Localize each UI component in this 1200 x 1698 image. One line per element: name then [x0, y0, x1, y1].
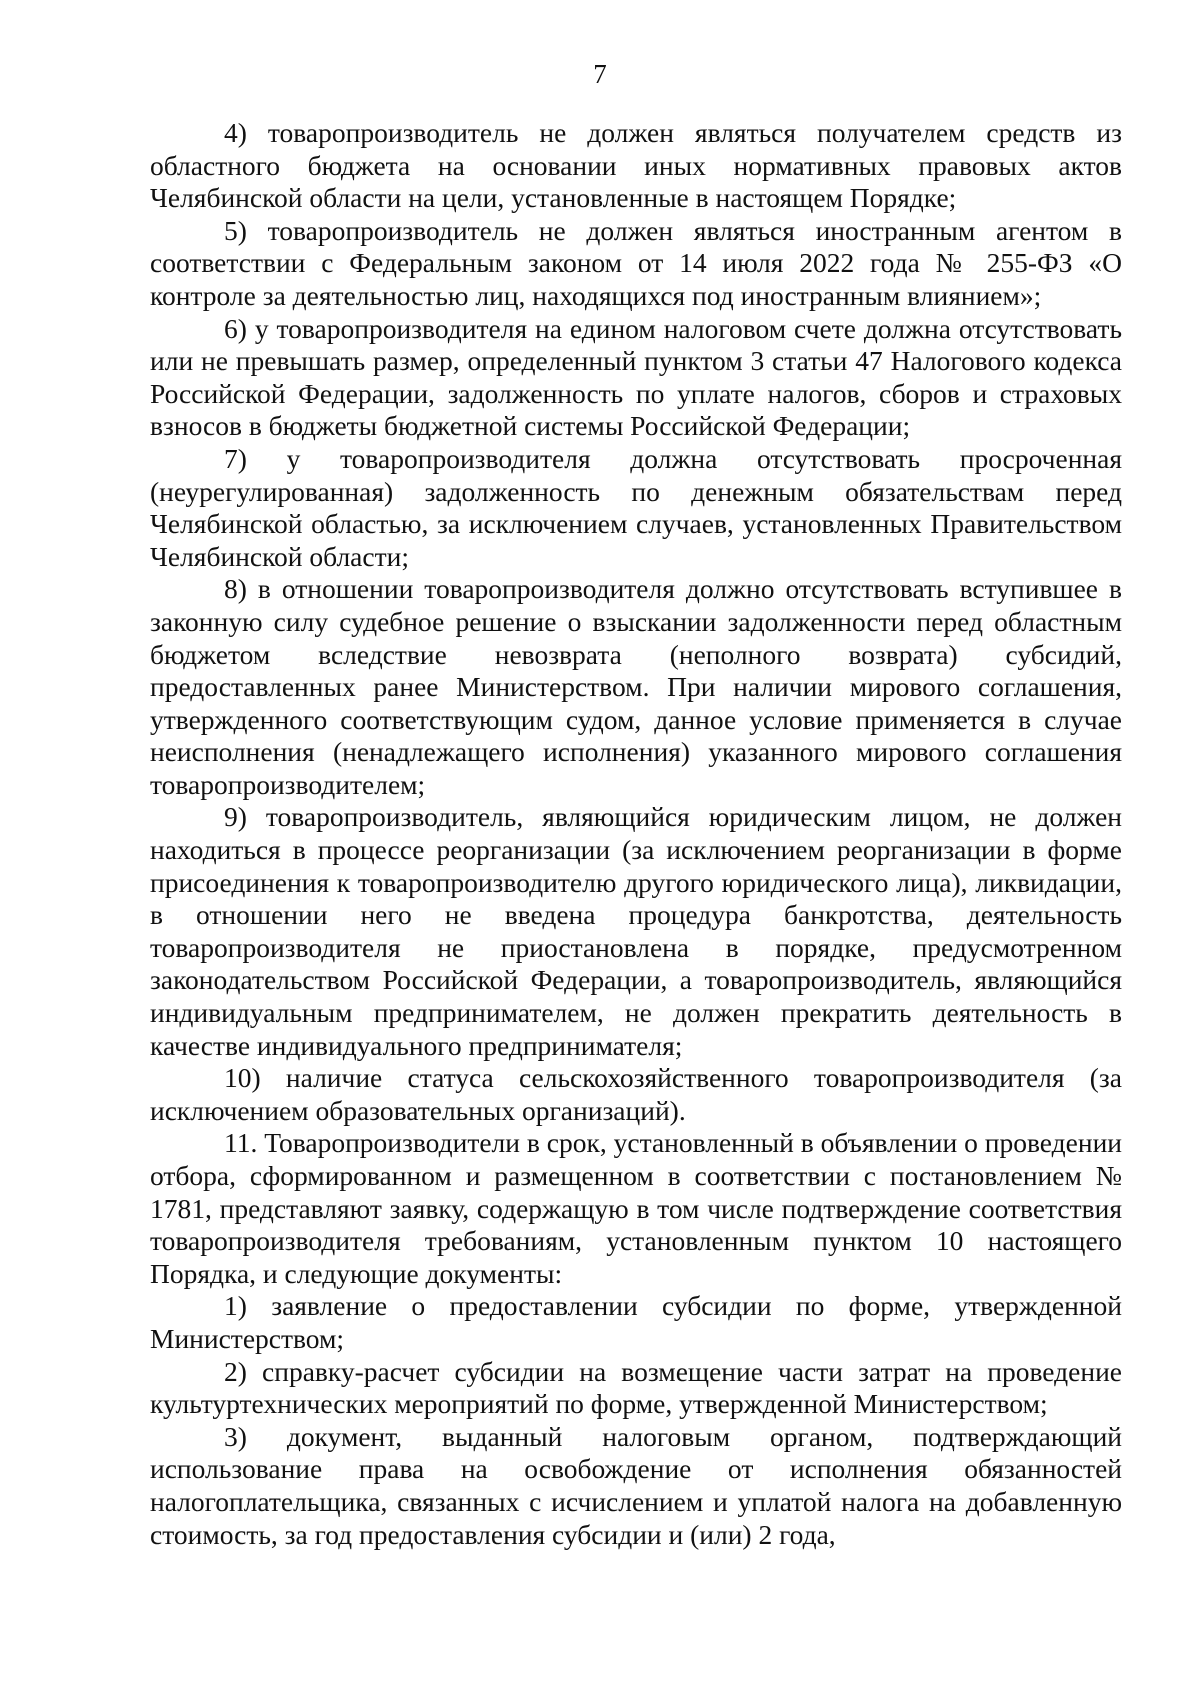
- paragraph-item-5: 5) товаропроизводитель не должен являться иностранным агентом в соответствии с Федеральным законом от 14 июля 2022 года № 255-ФЗ «О контроле за деятельностью лиц, находящихся под иностранным влиянием»;: [150, 214, 1122, 311]
- paragraph-item-10: 10) наличие статуса сельскохозяйственного товаропроизводителя (за исключением образовательных организаций).: [150, 1062, 1122, 1126]
- page-number: 7: [593, 59, 607, 89]
- paragraph-document-2: 2) справку-расчет субсидии на возмещение части затрат на проведение культуртехнических мероприятий по форме, утвержденной Министерством;: [150, 1355, 1122, 1420]
- paragraph-item-7: 7) у товаропроизводителя должна отсутствовать просроченная (неурегулированная) задолженность по денежным обязательствам перед Челябинской областью, за исключением случаев, установленных Правительством Челябинской области;: [150, 442, 1122, 572]
- paragraph-document-1: 1) заявление о предоставлении субсидии по форме, утвержденной Министерством;: [150, 1290, 1122, 1354]
- paragraph-item-9: 9) товаропроизводитель, являющийся юридическим лицом, не должен находиться в процессе реорганизации (за исключением реорганизации в форме присоединения к товаропроизводителю другого юридического лица), ликвидации, в отношении него не введена процедура банкротства, деятельность товаропроизводителя не приостановлена в порядке, предусмотренном законодательством Российской Федерации, а товаропроизводитель, являющийся индивидуальным предпринимателем, не должен прекратить деятельность в качестве индивидуального предпринимателя;: [150, 801, 1122, 1061]
- paragraph-clause-11: 11. Товаропроизводители в срок, установленный в объявлении о проведении отбора, сформированном и размещенном в соответствии с постановлением № 1781, представляют заявку, содержащую в том числе подтверждение соответствия товаропроизводителя требованиям, установленным пунктом 10 настоящего Порядка, и следующие документы:: [150, 1127, 1122, 1289]
- paragraph-item-4: 4) товаропроизводитель не должен являться получателем средств из областного бюджета на основании иных нормативных правовых актов Челябинской области на цели, установленные в настоящем Порядке;: [150, 117, 1122, 214]
- document-body: [150, 117, 1122, 1551]
- paragraph-item-8: 8) в отношении товаропроизводителя должно отсутствовать вступившее в законную силу судебное решение о взыскании задолженности перед областным бюджетом вследствие невозврата (неполного возврата) субсидий, предоставленных ранее Министерством. При наличии мирового соглашения, утвержденного соответствующим судом, данное условие применяется в случае неисполнения (ненадлежащего исполнения) указанного мирового соглашения товаропроизводителем;: [150, 573, 1122, 800]
- paragraph-item-6: 6) у товаропроизводителя на едином налоговом счете должна отсутствовать или не превышать размер, определенный пунктом 3 статьи 47 Налогового кодекса Российской Федерации, задолженность по уплате налогов, сборов и страховых взносов в бюджеты бюджетной системы Российской Федерации;: [150, 312, 1122, 442]
- paragraph-document-3: 3) документ, выданный налоговым органом, подтверждающий использование права на освобождение от исполнения обязанностей налогоплательщика, связанных с исчислением и уплатой налога на добавленную стоимость, за год предоставления субсидии и (или) 2 года,: [150, 1420, 1122, 1550]
